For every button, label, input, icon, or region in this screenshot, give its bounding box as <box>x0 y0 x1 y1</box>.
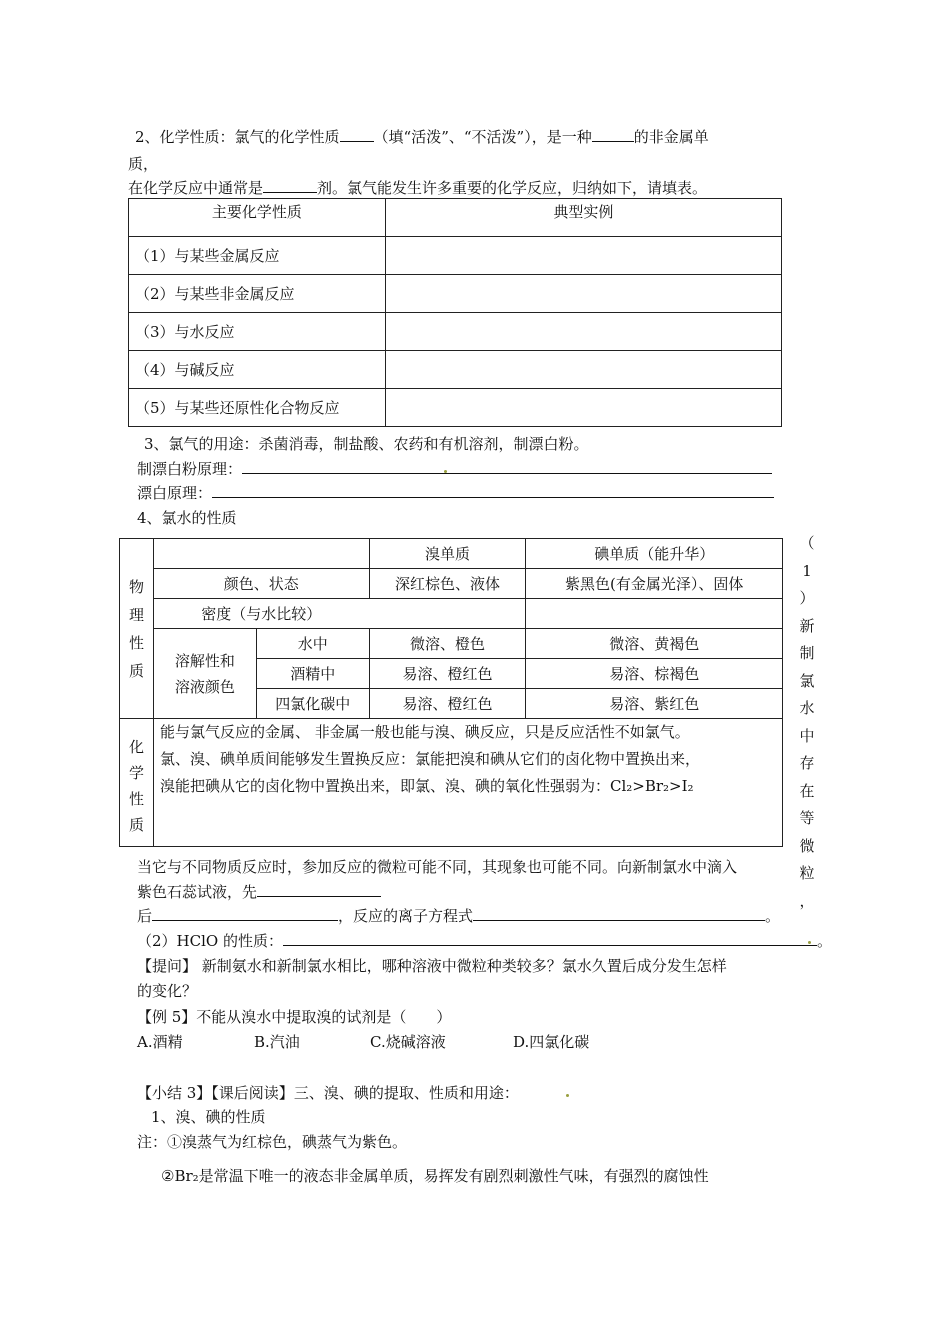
solvent-ccl4: 四氯化碳中 <box>256 689 369 719</box>
solvent-alcohol: 酒精中 <box>256 659 369 689</box>
char: 质 <box>128 815 144 834</box>
text: 溶液颜色 <box>174 677 235 696</box>
section2-line3 <box>128 178 707 198</box>
text: 。 <box>765 907 781 925</box>
blank-activity[interactable] <box>340 127 374 142</box>
bromine-color-state: 深红棕色、液体 <box>369 569 526 599</box>
bromine-ccl4: 易溶、橙红色 <box>369 689 526 719</box>
char: 制 <box>799 644 815 662</box>
summary-heading: 【小结 3】【课后阅读】三、溴、碘的提取、性质和用途： <box>137 1084 519 1102</box>
text: 后 <box>137 907 153 925</box>
example-cell-5[interactable] <box>385 389 781 427</box>
property-row-1: （1）与某些金属反应 <box>129 237 386 275</box>
note-2: ②Br₂是常温下唯一的液态非金属单质，易挥发有剧烈刺激性气味，有强烈的腐蚀性 <box>161 1167 709 1185</box>
char: 存 <box>799 754 815 772</box>
header-main-property: 主要化学性质 <box>129 199 386 237</box>
example-cell-4[interactable] <box>385 351 781 389</box>
text: 的非金属单 <box>633 128 709 146</box>
example-cell-2[interactable] <box>385 275 781 313</box>
option-b: B.汽油 <box>254 1033 300 1051</box>
example-cell-3[interactable] <box>385 313 781 351</box>
bromine-alcohol: 易溶、橙红色 <box>369 659 526 689</box>
iodine-color-state: 紫黑色(有金属光泽）、固体 <box>526 569 783 599</box>
blank-ionic-equation[interactable] <box>473 906 765 921</box>
char: 1 <box>802 561 812 580</box>
text: 漂白原理： <box>137 484 213 502</box>
solubility-label <box>153 629 256 719</box>
header-iodine: 碘单质（能升华） <box>526 539 783 569</box>
blank-first-color[interactable] <box>257 882 381 897</box>
halogen-properties-table <box>119 538 783 847</box>
char: 性 <box>128 789 144 808</box>
speck <box>808 941 811 944</box>
text: 。 <box>816 932 832 950</box>
color-state-label: 颜色、状态 <box>153 569 369 599</box>
char: 氯 <box>799 671 815 690</box>
text: 制漂白粉原理： <box>137 460 243 478</box>
option-c: C.烧碱溶液 <box>370 1033 446 1051</box>
property-row-4: （4）与碱反应 <box>129 351 386 389</box>
chem-line-3: 溴能把碘从它的卤化物中置换出来，即氯、溴、碘的氧化性强弱为：Cl₂>Br₂>I₂ <box>159 777 694 795</box>
text: 在化学反应中通常是 <box>128 179 264 197</box>
iodine-ccl4: 易溶、紫红色 <box>526 689 783 719</box>
char: 微 <box>799 836 815 855</box>
text: 紫色石蕊试液，先 <box>137 883 258 901</box>
header-bromine: 溴单质 <box>369 539 526 569</box>
solvent-water: 水中 <box>256 629 369 659</box>
property-row-3: （3）与水反应 <box>129 313 386 351</box>
text: 2、化学性质：氯气的化学性质 <box>135 128 340 146</box>
blank-bleaching-principle[interactable] <box>212 483 774 498</box>
property-row-5: （5）与某些还原性化合物反应 <box>129 389 386 427</box>
section2-line1 <box>135 127 709 147</box>
chemical-properties-text <box>153 719 782 847</box>
chemical-properties-table <box>128 198 782 427</box>
char: 在 <box>799 781 815 800</box>
iodine-water: 微溶、黄褐色 <box>526 629 783 659</box>
section3-line2 <box>137 459 772 479</box>
chem-line-2: 氯、溴、碘单质间能够发生置换反应：氯能把溴和碘从它们的卤化物中置换出来， <box>159 750 700 768</box>
text: （填“活泼”、“不活泼”），是一种 <box>373 128 592 146</box>
char: 水 <box>799 699 815 717</box>
section3-line3 <box>137 483 774 503</box>
section4-title: 4、氯水的性质 <box>137 509 237 527</box>
note-1: 注：①溴蒸气为红棕色，碘蒸气为紫色。 <box>137 1133 408 1151</box>
text: （2）HClO 的性质： <box>137 932 283 950</box>
blank-hclo-properties[interactable] <box>283 931 817 946</box>
char: 中 <box>799 726 815 745</box>
example-5: 【例 5】不能从溴水中提取溴的试剂是（ ） <box>137 1008 452 1026</box>
char: 新 <box>799 616 815 635</box>
property-row-2: （2）与某些非金属反应 <box>129 275 386 313</box>
text: 溶解性和 <box>174 651 235 670</box>
char: 质 <box>128 661 144 680</box>
blank-agent[interactable] <box>263 178 317 193</box>
section2-line2: 质， <box>128 155 159 173</box>
subheading-properties: 1、溴、碘的性质 <box>151 1108 266 1126</box>
char: 性 <box>128 633 144 652</box>
char: 粒 <box>799 864 815 882</box>
char: 物 <box>128 577 144 596</box>
side-vertical-text <box>797 530 817 915</box>
blank-header-cell <box>153 539 369 569</box>
chemical-properties-label <box>120 719 154 847</box>
section3-line1: 3、氯气的用途：杀菌消毒，制盐酸、农药和有机溶剂，制漂白粉。 <box>144 435 589 453</box>
blank-type[interactable] <box>592 127 634 142</box>
header-example: 典型实例 <box>385 199 781 237</box>
text: ，反应的离子方程式 <box>338 907 474 925</box>
option-a: A.酒精 <box>137 1033 183 1051</box>
after-line1: 当它与不同物质反应时，参加反应的微粒可能不同，其现象也可能不同。向新制氯水中滴入 <box>137 858 738 876</box>
char: （ <box>799 534 815 552</box>
after-line2 <box>137 882 381 902</box>
text: 剂。氯气能发生许多重要的化学反应，归纳如下，请填表。 <box>317 179 708 197</box>
question-line2: 的变化？ <box>137 982 198 1000</box>
chem-line-1: 能与氯气反应的金属、 非金属一般也能与溴、碘反应，只是反应活性不如氯气。 <box>159 723 690 741</box>
density-label: 密度（与水比较） <box>153 599 369 629</box>
bromine-water: 微溶、橙色 <box>369 629 526 659</box>
char: 理 <box>128 605 144 624</box>
speck <box>566 1094 569 1097</box>
iodine-density[interactable] <box>526 599 783 629</box>
iodine-alcohol: 易溶、棕褐色 <box>526 659 783 689</box>
char: 等 <box>799 809 815 827</box>
char: 化 <box>128 737 144 756</box>
blank-bleach-principle[interactable] <box>242 459 772 474</box>
physical-properties-label <box>120 539 154 719</box>
blank-then-color[interactable] <box>152 906 338 921</box>
after-line4 <box>137 931 832 951</box>
char: ） <box>799 589 815 607</box>
char: ， <box>799 891 815 910</box>
speck <box>444 470 447 473</box>
char: 学 <box>128 763 144 782</box>
bromine-density[interactable] <box>369 599 526 629</box>
after-line3 <box>137 906 780 926</box>
example-cell-1[interactable] <box>385 237 781 275</box>
question-line1: 【提问】 新制氨水和新制氯水相比，哪种溶液中微粒种类较多？氯水久置后成分发生怎样 <box>137 957 727 975</box>
option-d: D.四氯化碳 <box>513 1033 590 1051</box>
